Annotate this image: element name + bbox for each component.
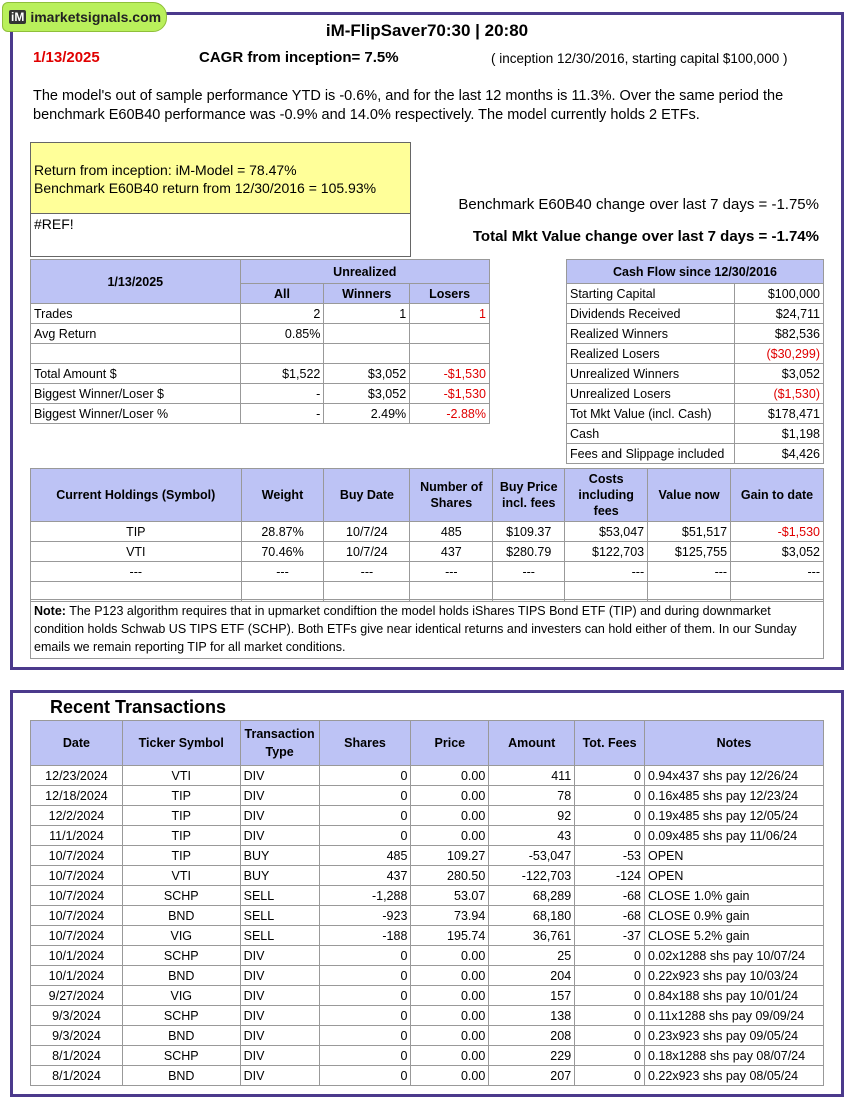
- trades-table: [30, 259, 490, 424]
- all-value: 2: [240, 304, 324, 324]
- holding-price: $109.37: [493, 522, 565, 542]
- transaction-cell: 0.00: [411, 1066, 489, 1086]
- transaction-cell: -68: [575, 906, 645, 926]
- losers-value: -2.88%: [410, 404, 490, 424]
- holdings-header: Value now: [648, 469, 731, 522]
- holding-cost: ---: [565, 562, 648, 582]
- transaction-cell: 10/7/2024: [31, 866, 123, 886]
- transaction-cell: 109.27: [411, 846, 489, 866]
- table-row: [31, 766, 824, 786]
- transaction-cell: 0.94x437 shs pay 12/26/24: [645, 766, 824, 786]
- transaction-cell: 0.00: [411, 986, 489, 1006]
- cash-flow-value: ($30,299): [734, 344, 823, 364]
- transaction-cell: 0.00: [411, 1046, 489, 1066]
- cash-flow-value: $178,471: [734, 404, 823, 424]
- performance-summary: The model's out of sample performance YTD is -0.6%, and for the last 12 months is 11.3%. Over the same period the benchmark E60B40 performance was -0.9% and 14.0% respectively. The model currently holds 2 ETFs.: [33, 88, 784, 123]
- winners-value: $3,052: [324, 384, 410, 404]
- holding-cost: $122,703: [565, 542, 648, 562]
- table-row: [31, 304, 490, 324]
- holding-shares: ---: [410, 562, 493, 582]
- transaction-cell: 9/3/2024: [31, 1006, 123, 1026]
- transaction-cell: OPEN: [645, 866, 824, 886]
- holdings-header: Weight: [241, 469, 324, 522]
- holding-weight: 70.46%: [241, 542, 324, 562]
- transaction-cell: 10/7/2024: [31, 926, 123, 946]
- transaction-cell: CLOSE 0.9% gain: [645, 906, 824, 926]
- transaction-cell: 0.02x1288 shs pay 10/07/24: [645, 946, 824, 966]
- transaction-cell: -188: [319, 926, 411, 946]
- holding-symbol: ---: [31, 562, 242, 582]
- table-row: [31, 404, 490, 424]
- holding-symbol: TIP: [31, 522, 242, 542]
- holding-symbol: VTI: [31, 542, 242, 562]
- cash-flow-label: Tot Mkt Value (incl. Cash): [567, 404, 735, 424]
- transaction-cell: 0.19x485 shs pay 12/05/24: [645, 806, 824, 826]
- transaction-cell: 0: [319, 946, 411, 966]
- table-row: [567, 364, 824, 384]
- transaction-cell: 485: [319, 846, 411, 866]
- cash-flow-label: Unrealized Losers: [567, 384, 735, 404]
- row-label: Trades: [31, 304, 241, 324]
- winners-value: 1: [324, 304, 410, 324]
- transaction-cell: 0: [575, 946, 645, 966]
- transaction-cell: BND: [122, 1026, 240, 1046]
- table-row: [31, 1066, 824, 1086]
- transaction-cell: 10/7/2024: [31, 886, 123, 906]
- transaction-cell: 0: [319, 786, 411, 806]
- transaction-cell: 0: [575, 1026, 645, 1046]
- table-row: [567, 344, 824, 364]
- transaction-cell: 0.18x1288 shs pay 08/07/24: [645, 1046, 824, 1066]
- transaction-cell: TIP: [122, 806, 240, 826]
- transaction-cell: 0.09x485 shs pay 11/06/24: [645, 826, 824, 846]
- transaction-cell: SELL: [240, 886, 319, 906]
- transactions-header: Shares: [319, 721, 411, 766]
- transaction-cell: DIV: [240, 1026, 319, 1046]
- transaction-cell: SCHP: [122, 1046, 240, 1066]
- transaction-cell: 0.22x923 shs pay 08/05/24: [645, 1066, 824, 1086]
- transaction-cell: SELL: [240, 926, 319, 946]
- transaction-cell: VIG: [122, 926, 240, 946]
- transaction-cell: 0.00: [411, 1006, 489, 1026]
- transaction-cell: SCHP: [122, 1006, 240, 1026]
- cash-flow-label: Unrealized Winners: [567, 364, 735, 384]
- winners-value: 2.49%: [324, 404, 410, 424]
- transaction-cell: 12/18/2024: [31, 786, 123, 806]
- transaction-cell: BND: [122, 1066, 240, 1086]
- transaction-cell: 9/3/2024: [31, 1026, 123, 1046]
- table-row: [31, 364, 490, 384]
- transaction-cell: 0: [319, 1066, 411, 1086]
- losers-value: [410, 344, 490, 364]
- losers-value: 1: [410, 304, 490, 324]
- transaction-cell: 0: [319, 826, 411, 846]
- site-logo[interactable]: [2, 2, 167, 32]
- holding-gain: -$1,530: [731, 522, 824, 542]
- col-all: All: [240, 284, 324, 304]
- transaction-cell: TIP: [122, 846, 240, 866]
- table-row: [31, 1046, 824, 1066]
- all-value: 0.85%: [240, 324, 324, 344]
- table-row: [31, 906, 824, 926]
- table-row: [31, 522, 824, 542]
- transaction-cell: 9/27/2024: [31, 986, 123, 1006]
- transaction-cell: 0.23x923 shs pay 09/05/24: [645, 1026, 824, 1046]
- cagr-text: CAGR from inception= 7.5%: [199, 49, 399, 66]
- transaction-cell: 0: [319, 1026, 411, 1046]
- transaction-cell: 195.74: [411, 926, 489, 946]
- transaction-cell: 12/23/2024: [31, 766, 123, 786]
- cash-flow-label: Fees and Slippage included: [567, 444, 735, 464]
- cash-flow-label: Realized Winners: [567, 324, 735, 344]
- holding-weight: ---: [241, 562, 324, 582]
- table-row: [567, 444, 824, 464]
- transaction-cell: -923: [319, 906, 411, 926]
- table-row: [31, 786, 824, 806]
- transaction-cell: TIP: [122, 826, 240, 846]
- transaction-cell: 0: [319, 966, 411, 986]
- table-row: [31, 886, 824, 906]
- transactions-header: Price: [411, 721, 489, 766]
- row-label: [31, 344, 241, 364]
- transaction-cell: 8/1/2024: [31, 1046, 123, 1066]
- holding-date: 10/7/24: [324, 522, 410, 542]
- transaction-cell: 0.00: [411, 826, 489, 846]
- transaction-cell: DIV: [240, 986, 319, 1006]
- holdings-header: Gain to date: [731, 469, 824, 522]
- holding-cost: $53,047: [565, 522, 648, 542]
- all-value: [240, 344, 324, 364]
- losers-value: -$1,530: [410, 384, 490, 404]
- transaction-cell: 0: [575, 806, 645, 826]
- transactions-header: Amount: [489, 721, 575, 766]
- transaction-cell: 0.00: [411, 946, 489, 966]
- note-label: Note:: [34, 604, 66, 618]
- table-row: [31, 986, 824, 1006]
- holding-value: $51,517: [648, 522, 731, 542]
- transaction-cell: 8/1/2024: [31, 1066, 123, 1086]
- transaction-cell: 0.22x923 shs pay 10/03/24: [645, 966, 824, 986]
- table-row: [31, 946, 824, 966]
- table-row: [31, 344, 490, 364]
- table-row: [31, 1026, 824, 1046]
- transaction-cell: 0.00: [411, 966, 489, 986]
- transaction-cell: -124: [575, 866, 645, 886]
- table-row: [31, 826, 824, 846]
- transaction-cell: DIV: [240, 1006, 319, 1026]
- report-date: 1/13/2025: [33, 49, 100, 66]
- table-row: [31, 926, 824, 946]
- row-label: Avg Return: [31, 324, 241, 344]
- model-return: Return from inception: iM-Model = 78.47%: [34, 162, 297, 178]
- transactions-header: Notes: [645, 721, 824, 766]
- cash-flow-label: Cash: [567, 424, 735, 444]
- row-label: Biggest Winner/Loser %: [31, 404, 241, 424]
- transaction-cell: -53,047: [489, 846, 575, 866]
- losers-value: [410, 324, 490, 344]
- transaction-cell: 0: [575, 766, 645, 786]
- transaction-cell: 0: [319, 1046, 411, 1066]
- transaction-cell: BND: [122, 966, 240, 986]
- transaction-cell: 280.50: [411, 866, 489, 886]
- cash-flow-value: ($1,530): [734, 384, 823, 404]
- transaction-cell: DIV: [240, 946, 319, 966]
- table-row: [567, 384, 824, 404]
- transaction-cell: 10/7/2024: [31, 906, 123, 926]
- table-row: [31, 324, 490, 344]
- holding-weight: 28.87%: [241, 522, 324, 542]
- transaction-cell: 0: [575, 1066, 645, 1086]
- transaction-cell: 138: [489, 1006, 575, 1026]
- ref-error: #REF!: [34, 216, 74, 232]
- transactions-header: Ticker Symbol: [122, 721, 240, 766]
- holding-value: $125,755: [648, 542, 731, 562]
- transaction-cell: 207: [489, 1066, 575, 1086]
- transaction-cell: 10/1/2024: [31, 966, 123, 986]
- transaction-cell: 0: [319, 1006, 411, 1026]
- transaction-cell: 11/1/2024: [31, 826, 123, 846]
- table-row: [31, 562, 824, 582]
- winners-value: $3,052: [324, 364, 410, 384]
- transaction-cell: 0.00: [411, 1026, 489, 1046]
- transaction-cell: OPEN: [645, 846, 824, 866]
- transaction-cell: DIV: [240, 966, 319, 986]
- cash-flow-value: $100,000: [734, 284, 823, 304]
- holdings-header: Costs including fees: [565, 469, 648, 522]
- transaction-cell: -1,288: [319, 886, 411, 906]
- transaction-cell: 0.00: [411, 766, 489, 786]
- holdings-table: [30, 468, 824, 602]
- holding-gain: ---: [731, 562, 824, 582]
- transaction-cell: 68,180: [489, 906, 575, 926]
- transaction-cell: 73.94: [411, 906, 489, 926]
- table-row: [31, 1006, 824, 1026]
- holding-price: $280.79: [493, 542, 565, 562]
- transaction-cell: 0: [575, 966, 645, 986]
- total-change: Total Mkt Value change over last 7 days = -1.74%: [472, 228, 819, 245]
- transaction-cell: 411: [489, 766, 575, 786]
- page-title: iM-FlipSaver70:30 | 20:80: [325, 21, 529, 40]
- row-label: Total Amount $: [31, 364, 241, 384]
- holding-shares: 485: [410, 522, 493, 542]
- transaction-cell: DIV: [240, 766, 319, 786]
- holding-value: ---: [648, 562, 731, 582]
- transactions-header: Date: [31, 721, 123, 766]
- winners-value: [324, 344, 410, 364]
- transaction-cell: DIV: [240, 806, 319, 826]
- col-winners: Winners: [324, 284, 410, 304]
- transaction-cell: 204: [489, 966, 575, 986]
- transaction-cell: 10/7/2024: [31, 846, 123, 866]
- transaction-cell: -68: [575, 886, 645, 906]
- transaction-cell: BND: [122, 906, 240, 926]
- transaction-cell: 0: [319, 806, 411, 826]
- logo-badge: iM: [11, 10, 25, 24]
- transaction-cell: BUY: [240, 866, 319, 886]
- transaction-cell: 0: [575, 826, 645, 846]
- table-row: [567, 304, 824, 324]
- transaction-cell: DIV: [240, 786, 319, 806]
- transaction-cell: 0.00: [411, 806, 489, 826]
- transaction-cell: 157: [489, 986, 575, 1006]
- cash-flow-value: $82,536: [734, 324, 823, 344]
- transaction-cell: 0: [319, 766, 411, 786]
- transaction-cell: 12/2/2024: [31, 806, 123, 826]
- all-value: $1,522: [240, 364, 324, 384]
- holdings-header: Buy Price incl. fees: [493, 469, 565, 522]
- transactions-panel: [10, 690, 844, 1097]
- transaction-cell: SELL: [240, 906, 319, 926]
- transaction-cell: DIV: [240, 1066, 319, 1086]
- unrealized-header: Unrealized: [240, 260, 489, 284]
- transaction-cell: TIP: [122, 786, 240, 806]
- logo-text: imarketsignals.com: [30, 9, 162, 25]
- table-row: [31, 966, 824, 986]
- table-row: [567, 404, 824, 424]
- returns-box: [30, 142, 411, 214]
- transaction-cell: CLOSE 5.2% gain: [645, 926, 824, 946]
- transaction-cell: 0: [575, 786, 645, 806]
- transaction-cell: SCHP: [122, 946, 240, 966]
- table-row: [31, 542, 824, 562]
- cash-flow-label: Dividends Received: [567, 304, 735, 324]
- transaction-cell: 0: [575, 1006, 645, 1026]
- transaction-cell: 25: [489, 946, 575, 966]
- transaction-cell: -37: [575, 926, 645, 946]
- trades-date: 1/13/2025: [31, 260, 241, 304]
- holding-date: 10/7/24: [324, 542, 410, 562]
- transaction-cell: VTI: [122, 766, 240, 786]
- note-text: The P123 algorithm requires that in upmarket condiftion the model holds iShares TIPS Bond ETF (TIP) and during downmarket condition holds Schwab US TIPS ETF (SCHP). Both ETFs give near identical returns and investers can hold either of them. In our Sunday emails we remain reporting TIP for all market conditions.: [34, 604, 797, 654]
- benchmark-change: Benchmark E60B40 change over last 7 days = -1.75%: [458, 196, 819, 213]
- holding-gain: $3,052: [731, 542, 824, 562]
- winners-value: [324, 324, 410, 344]
- cash-flow-title: Cash Flow since 12/30/2016: [567, 260, 824, 284]
- transaction-cell: VIG: [122, 986, 240, 1006]
- holdings-header: Number of Shares: [410, 469, 493, 522]
- transaction-cell: 437: [319, 866, 411, 886]
- transaction-cell: 36,761: [489, 926, 575, 946]
- table-row: [31, 866, 824, 886]
- table-row: [567, 284, 824, 304]
- row-label: Biggest Winner/Loser $: [31, 384, 241, 404]
- cash-flow-value: $24,711: [734, 304, 823, 324]
- cash-flow-value: $1,198: [734, 424, 823, 444]
- holdings-header: Buy Date: [324, 469, 410, 522]
- transaction-cell: 0.11x1288 shs pay 09/09/24: [645, 1006, 824, 1026]
- ref-box: [30, 214, 411, 257]
- all-value: -: [240, 384, 324, 404]
- transaction-cell: 10/1/2024: [31, 946, 123, 966]
- transaction-cell: 208: [489, 1026, 575, 1046]
- note-box: [30, 599, 824, 659]
- benchmark-return: Benchmark E60B40 return from 12/30/2016 = 105.93%: [34, 180, 377, 196]
- transaction-cell: 229: [489, 1046, 575, 1066]
- cash-flow-label: Starting Capital: [567, 284, 735, 304]
- holdings-header: Current Holdings (Symbol): [31, 469, 242, 522]
- transaction-cell: BUY: [240, 846, 319, 866]
- transaction-cell: -122,703: [489, 866, 575, 886]
- transactions-title: Recent Transactions: [50, 697, 227, 717]
- transaction-cell: 92: [489, 806, 575, 826]
- cash-flow-value: $4,426: [734, 444, 823, 464]
- transactions-header: Transaction Type: [240, 721, 319, 766]
- table-row: [31, 806, 824, 826]
- transactions-header: Tot. Fees: [575, 721, 645, 766]
- transaction-cell: CLOSE 1.0% gain: [645, 886, 824, 906]
- transaction-cell: 78: [489, 786, 575, 806]
- table-row: [31, 384, 490, 404]
- col-losers: Losers: [410, 284, 490, 304]
- cash-flow-value: $3,052: [734, 364, 823, 384]
- holding-shares: 437: [410, 542, 493, 562]
- holding-price: ---: [493, 562, 565, 582]
- transaction-cell: -53: [575, 846, 645, 866]
- cash-flow-table: [566, 259, 824, 464]
- transaction-cell: 0: [319, 986, 411, 1006]
- inception-text: ( inception 12/30/2016, starting capital $100,000 ): [491, 51, 788, 66]
- losers-value: -$1,530: [410, 364, 490, 384]
- table-row: [567, 424, 824, 444]
- table-row: [567, 324, 824, 344]
- model-summary-panel: [10, 12, 844, 670]
- transaction-cell: 0: [575, 986, 645, 1006]
- holding-date: ---: [324, 562, 410, 582]
- transaction-cell: 68,289: [489, 886, 575, 906]
- transaction-cell: 0: [575, 1046, 645, 1066]
- transaction-cell: 0.16x485 shs pay 12/23/24: [645, 786, 824, 806]
- transaction-cell: 0.84x188 shs pay 10/01/24: [645, 986, 824, 1006]
- table-row: [31, 846, 824, 866]
- all-value: -: [240, 404, 324, 424]
- transaction-cell: DIV: [240, 826, 319, 846]
- transaction-cell: 53.07: [411, 886, 489, 906]
- transactions-table: [30, 720, 824, 1086]
- cash-flow-label: Realized Losers: [567, 344, 735, 364]
- transaction-cell: 43: [489, 826, 575, 846]
- transaction-cell: 0.00: [411, 786, 489, 806]
- transaction-cell: DIV: [240, 1046, 319, 1066]
- transaction-cell: VTI: [122, 866, 240, 886]
- transaction-cell: SCHP: [122, 886, 240, 906]
